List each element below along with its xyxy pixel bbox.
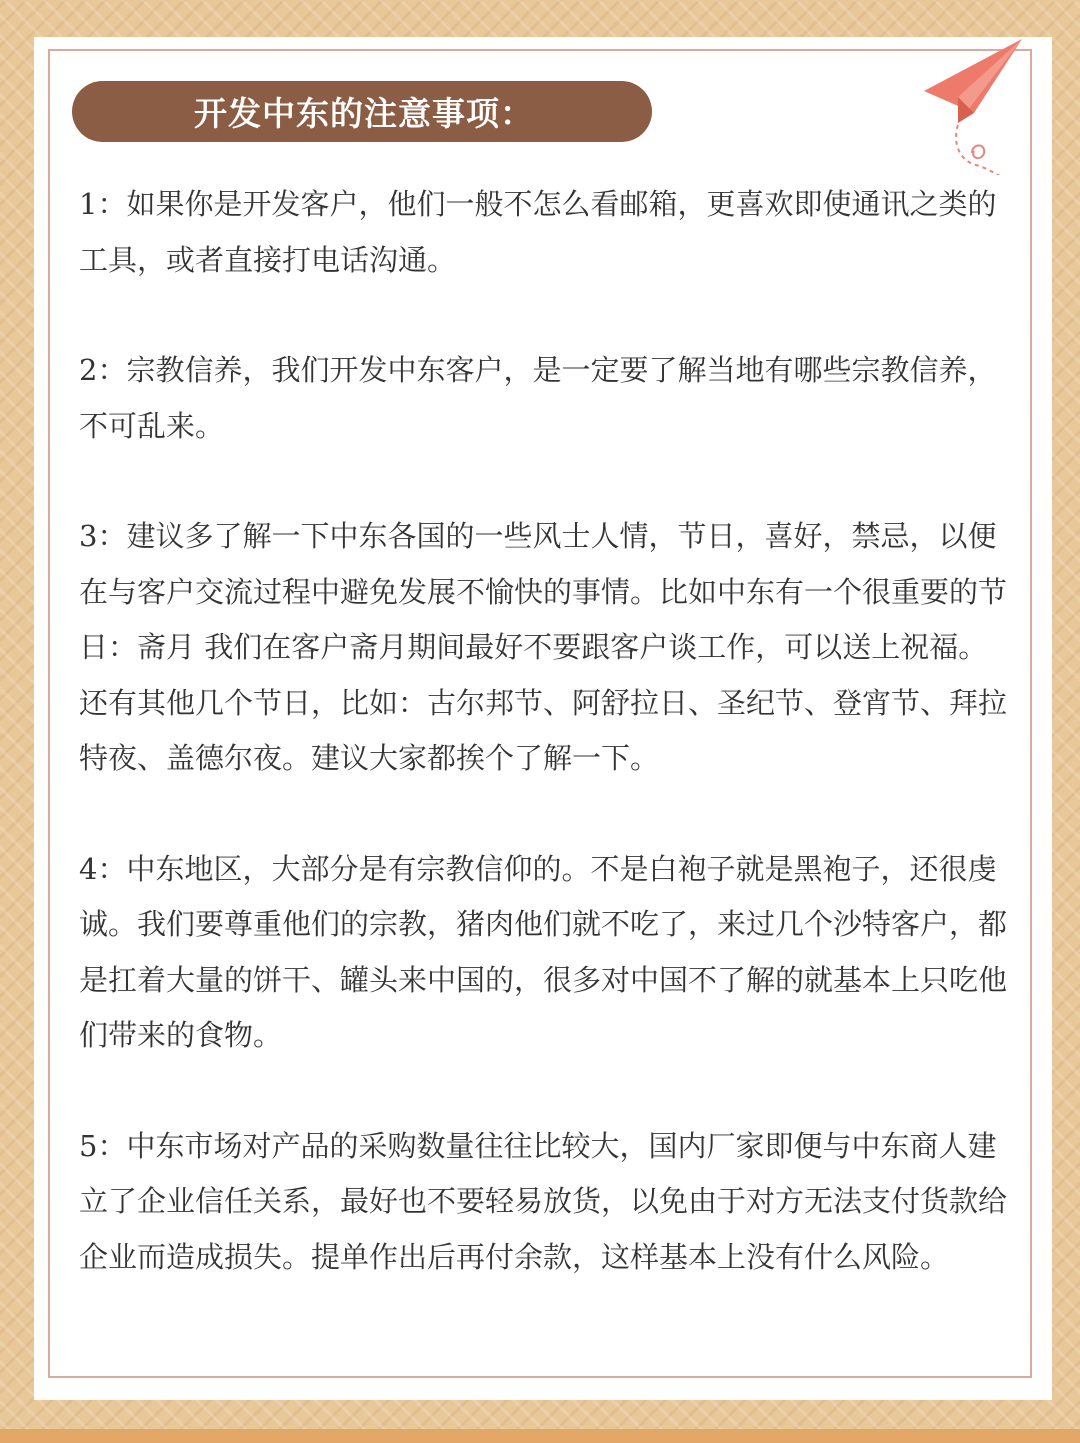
paper-plane-icon [914,25,1034,175]
item-number: 5 [79,1128,98,1163]
list-item [79,842,1009,1064]
bottom-stripe [0,1429,1080,1443]
item-text: ：中东市场对产品的采购数量往往比较大，国内厂家即便与中东商人建立了企业信任关系，最好也不要轻易放货，以免由于对方无法支付货款给企业而造成损失。提单作出后再付余款，这样基本上没有什么风险。 [79,1128,1008,1274]
item-number: 4 [79,851,98,886]
list-item [79,177,1009,288]
list-item [79,509,1009,787]
title-banner [72,81,652,142]
item-number: 2 [79,353,98,387]
item-number: 3 [79,519,98,553]
notes-list [79,177,1009,1340]
item-text: ：宗教信养，我们开发中东客户，是一定要了解当地有哪些宗教信养，不可乱来。 [79,353,997,443]
page-title: 开发中东的注意事项： [194,94,534,133]
content-card [34,37,1052,1400]
item-text: ：中东地区，大部分是有宗教信仰的。不是白袍子就是黑袍子，还很虔诚。我们要尊重他们的宗教，猪肉他们就不吃了，来过几个沙特客户，都是扛着大量的饼干、罐头来中国的，很多对中国不了解的就基本上只吃他们带来的食物。 [79,851,1008,1052]
list-item [79,343,1009,454]
item-text: ：如果你是开发客户，他们一般不怎么看邮箱，更喜欢即使通讯之类的工具，或者直接打电话沟通。 [79,187,997,277]
list-item [79,1119,1009,1286]
item-number: 1 [79,187,98,221]
item-text: ：建议多了解一下中东各国的一些风士人情，节日，喜好，禁忌，以便在与客户交流过程中避免发展不愉快的事情。比如中东有一个很重要的节日：斋月 我们在客户斋月期间最好不要跟客户谈工作，可以送上祝福。还有其他几个节日，比如：古尔邦节、阿舒拉日、圣纪节、登宵节、拜拉特夜、盖德尔夜。建议大家都挨个了解一下。 [79,519,1008,775]
